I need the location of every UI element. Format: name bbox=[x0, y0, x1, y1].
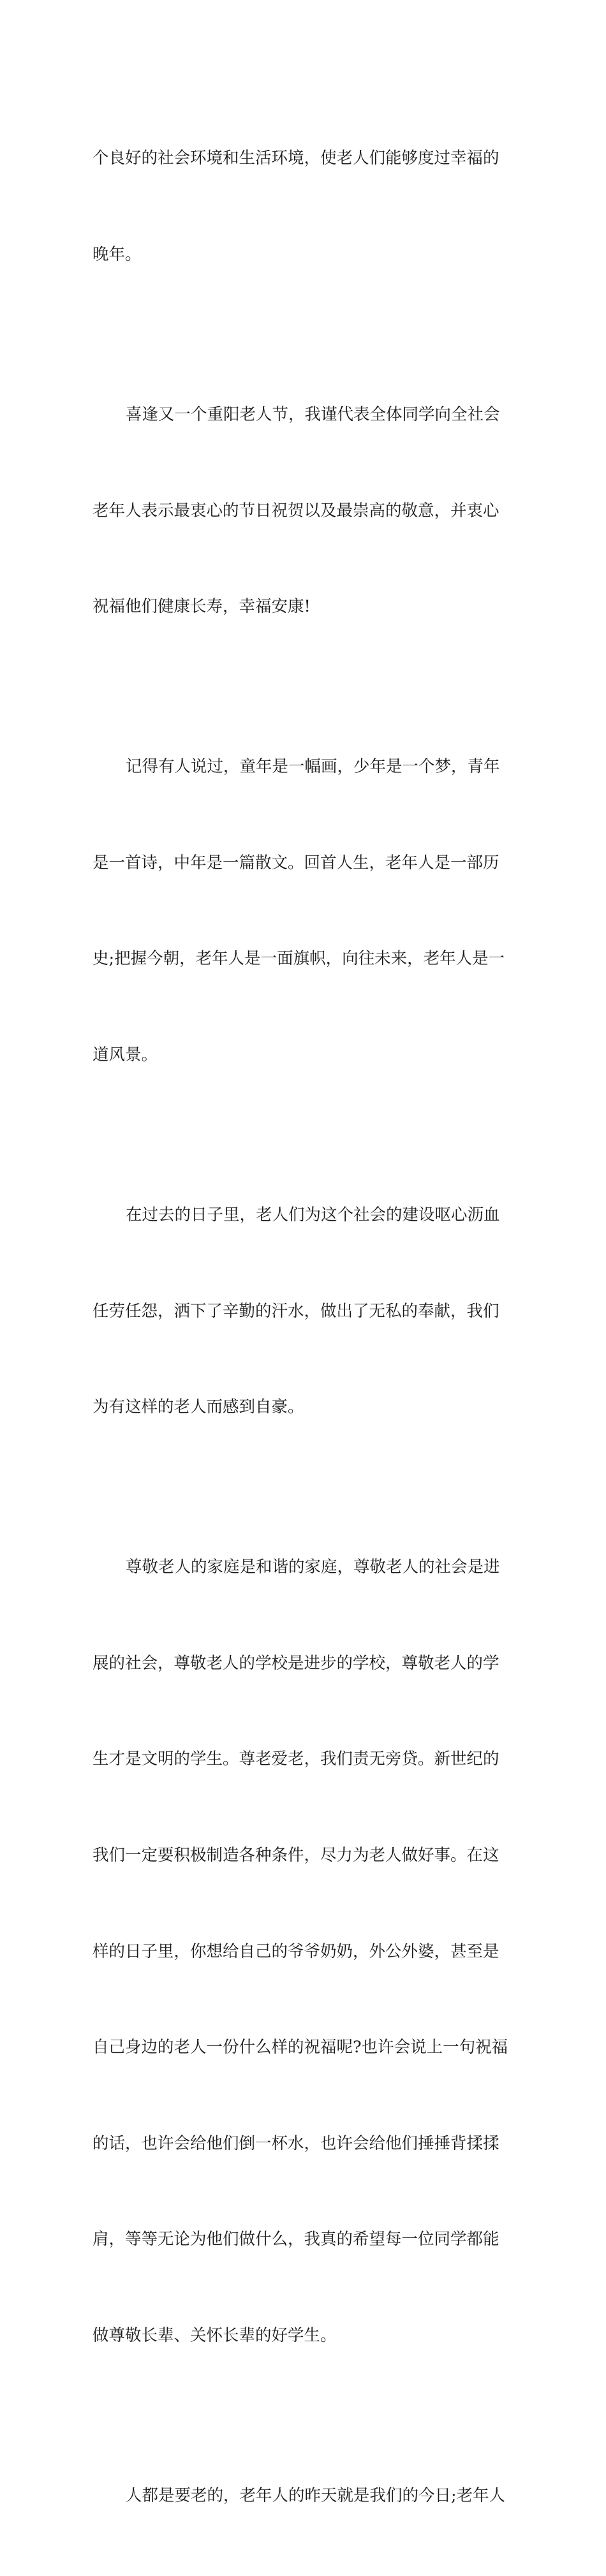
text-line: 做尊敬长辈、关怀长辈的好学生。 bbox=[92, 2325, 337, 2345]
text-line: 人都是要老的，老年人的昨天就是我们的今日;老年人 bbox=[126, 2485, 506, 2505]
text-line: 个良好的社会环境和生活环境，使老人们能够度过幸福的 bbox=[92, 149, 499, 168]
text-line: 我们一定要积极制造各种条件，尽力为老人做好事。在这 bbox=[92, 1845, 499, 1865]
paragraph-1 bbox=[92, 78, 515, 335]
text-line: 的话，也许会给他们倒一杯水，也许会给他们捶捶背揉揉 bbox=[92, 2133, 499, 2153]
text-line: 是一首诗，中年是一篇散文。回首人生，老年人是一部历 bbox=[92, 853, 499, 872]
paragraph-3 bbox=[92, 687, 515, 1135]
text-line: 记得有人说过，童年是一幅画，少年是一个梦，青年 bbox=[126, 757, 500, 777]
text-line: 晚年。 bbox=[92, 245, 142, 264]
text-line: 在过去的日子里，老人们为这个社会的建设呕心沥血 bbox=[126, 1205, 500, 1225]
text-line: 为有这样的老人而感到自豪。 bbox=[92, 1397, 304, 1417]
text-line: 老年人表示最衷心的节日祝贺以及最崇高的敬意，并衷心 bbox=[92, 501, 499, 520]
paragraph-2 bbox=[92, 335, 515, 687]
text-line: 道风景。 bbox=[92, 1045, 158, 1064]
paragraph-6 bbox=[92, 2416, 515, 2576]
text-line: 肩，等等无论为他们做什么，我真的希望每一位同学都能 bbox=[92, 2230, 499, 2249]
text-line: 史;把握今朝，老年人是一面旗帜，向往未来，老年人是一 bbox=[92, 949, 505, 969]
text-line: 展的社会，尊敬老人的学校是进步的学校，尊敬老人的学 bbox=[92, 1653, 499, 1673]
text-line: 样的日子里，你想给自己的爷爷奶奶，外公外婆，甚至是 bbox=[92, 1941, 499, 1961]
text-line: 祝福他们健康长寿，幸福安康! bbox=[92, 597, 311, 617]
paragraph-4 bbox=[92, 1135, 515, 1487]
document-page bbox=[92, 78, 515, 2576]
text-line: 喜逢又一个重阳老人节，我谨代表全体同学向全社会 bbox=[126, 405, 500, 424]
text-line: 尊敬老人的家庭是和谐的家庭，尊敬老人的社会是进 bbox=[126, 1557, 500, 1577]
text-line: 任劳任怨，洒下了辛勤的汗水，做出了无私的奉献，我们 bbox=[92, 1301, 499, 1321]
text-line: 生才是文明的学生。尊老爱老，我们责无旁贷。新世纪的 bbox=[92, 1749, 499, 1769]
text-line: 自己身边的老人一份什么样的祝福呢?也许会说上一句祝福 bbox=[92, 2038, 508, 2057]
paragraph-5 bbox=[92, 1487, 515, 2416]
